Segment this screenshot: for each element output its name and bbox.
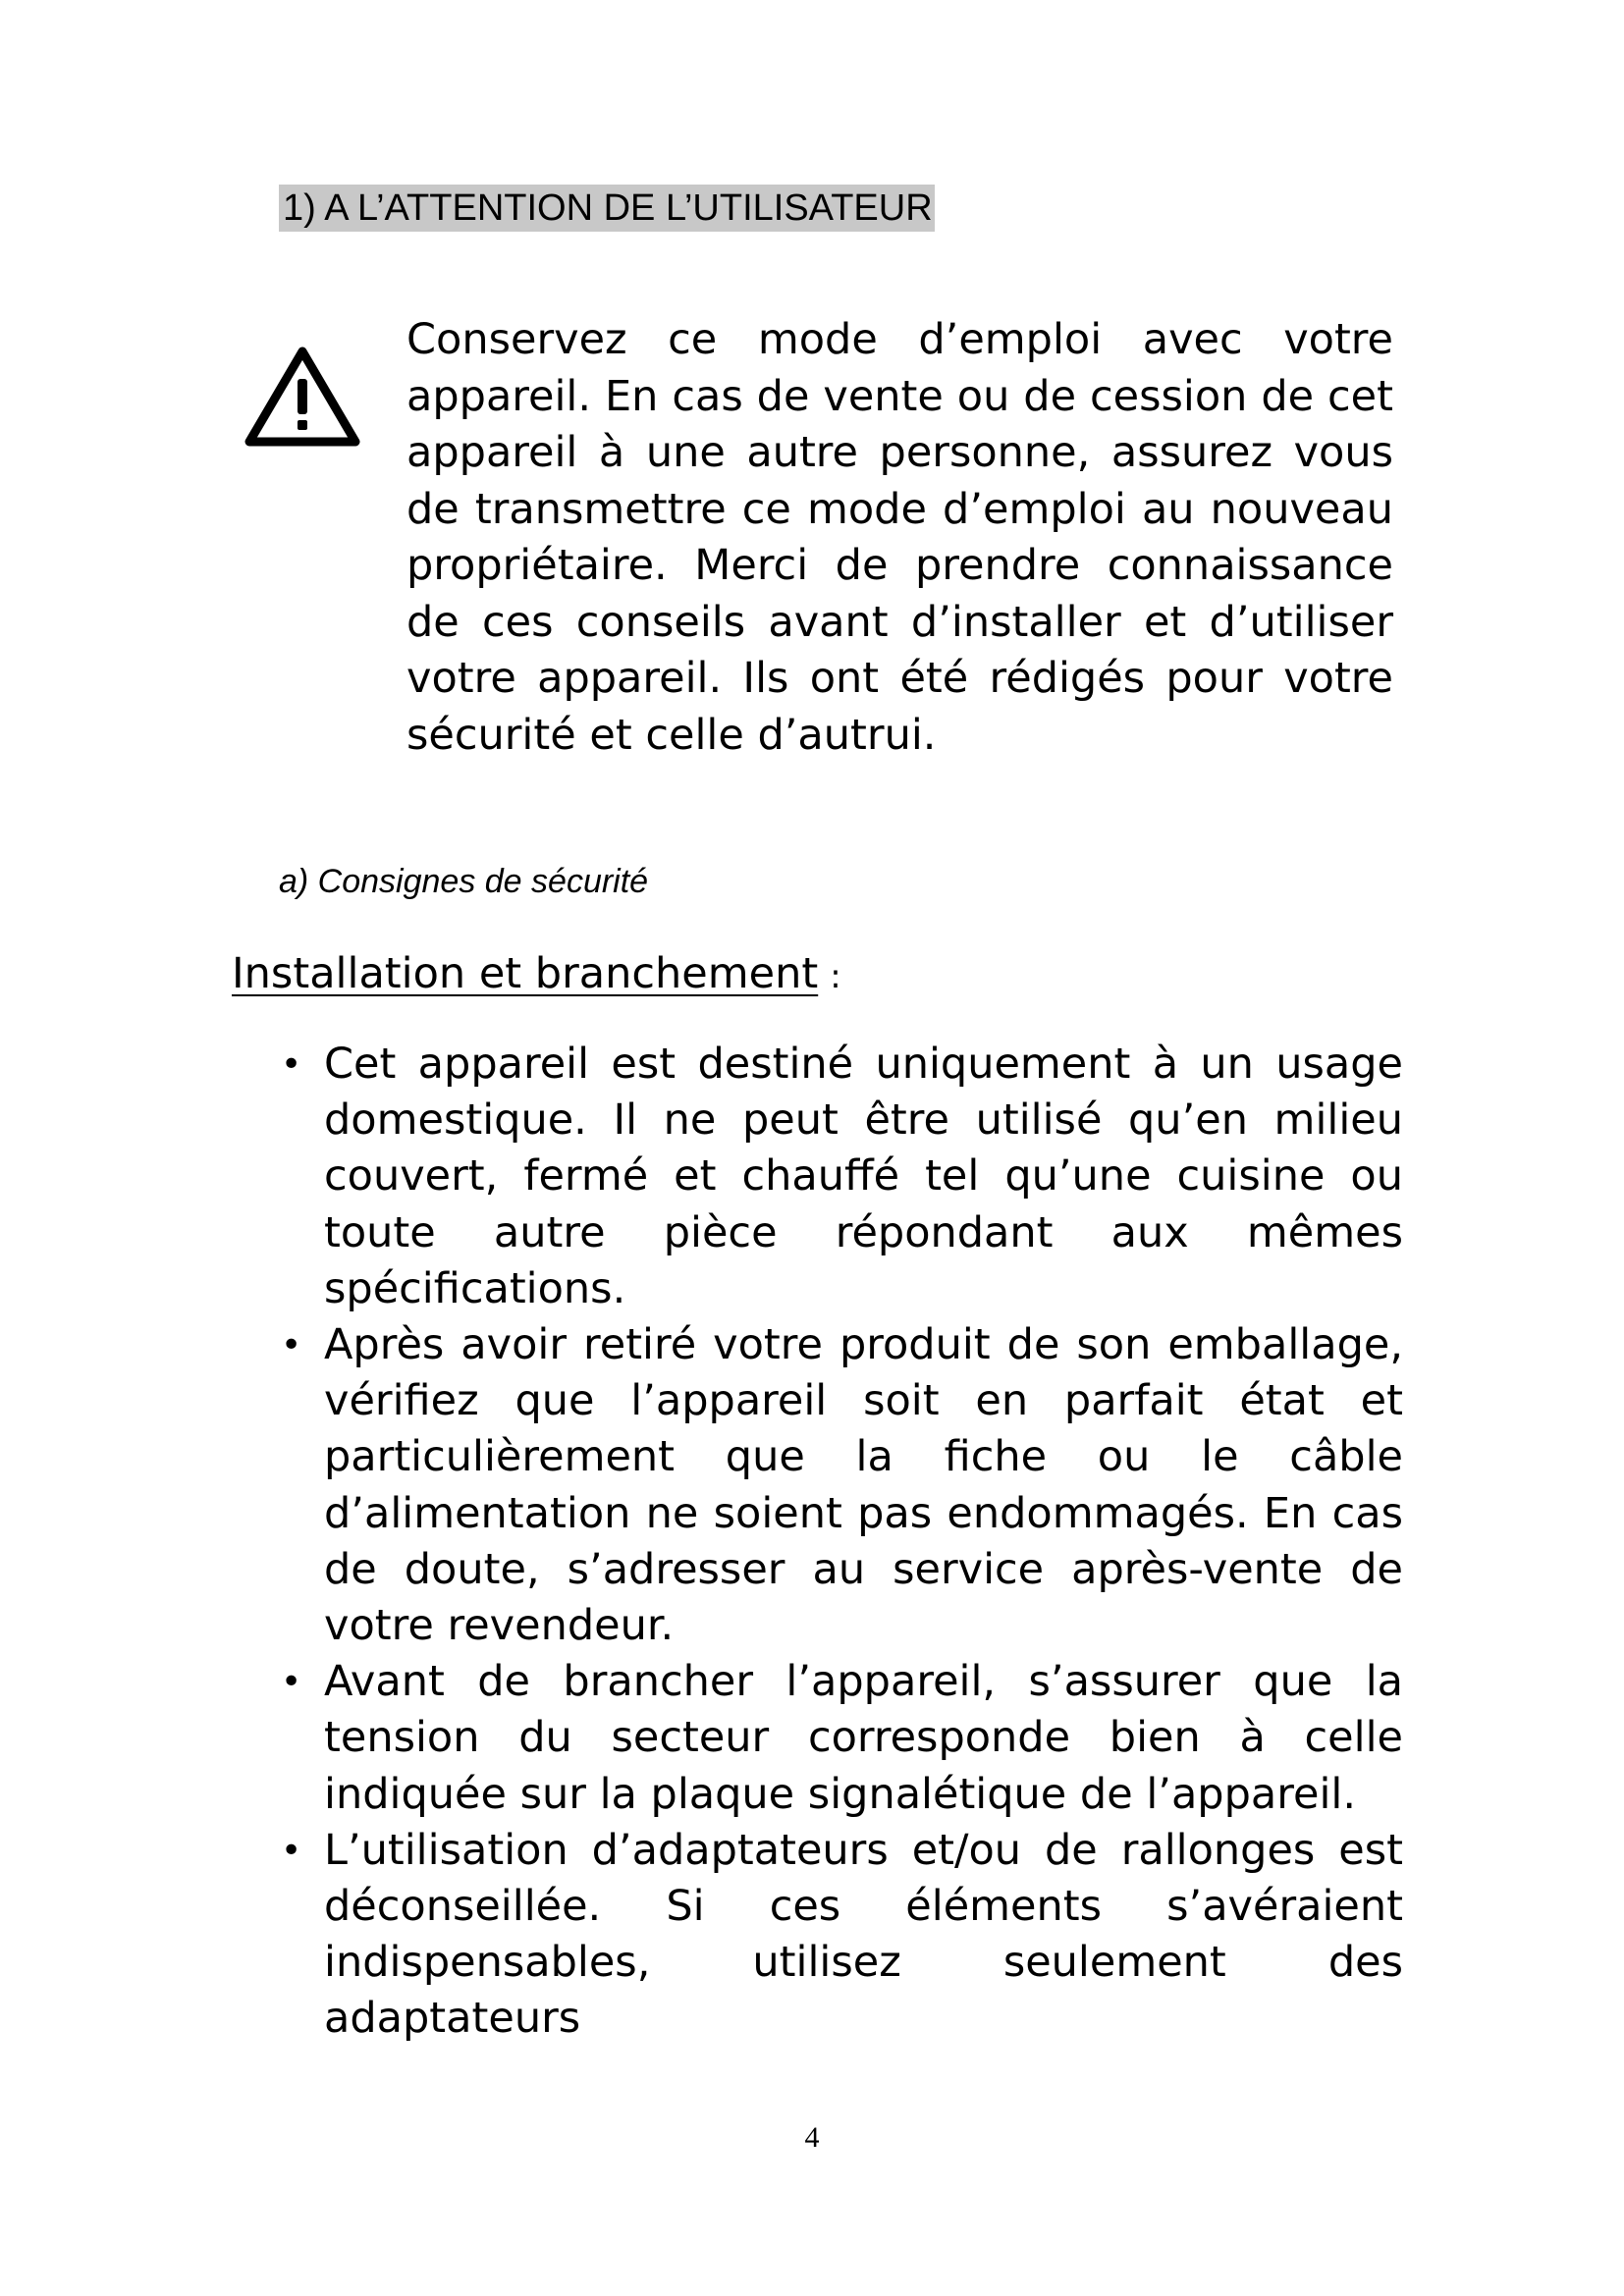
section-title: 1) A L’ATTENTION DE L’UTILISATEUR bbox=[279, 185, 935, 232]
installation-heading bbox=[232, 944, 841, 1006]
list-item-text: Cet appareil est destiné uniquement à un usage domestique. Il ne peut être utilisé qu’en milieu couvert, fermé et chauffé tel qu’une cuisine ou toute autre pièce répondant aux mêmes spécifications. bbox=[324, 1040, 1403, 1313]
list-item bbox=[281, 1037, 1403, 1317]
list-item-text: Avant de brancher l’appareil, s’assurer que la tension du secteur corresponde bien à celle indiquée sur la plaque signalétique de l’appareil. bbox=[324, 1657, 1403, 1819]
list-item-text: Après avoir retiré votre produit de son emballage, vérifiez que l’appareil soit en parfait état et particulièrement que la fiche ou le câble d’alimentation ne soient pas endommagés. En cas de doute, s’adresser au service après-vente de votre revendeur. bbox=[324, 1320, 1403, 1651]
installation-list bbox=[281, 1037, 1403, 2048]
installation-heading-colon: : bbox=[830, 957, 841, 996]
bullet: • bbox=[281, 1830, 302, 1871]
list-item bbox=[281, 1654, 1403, 1823]
bullet: • bbox=[281, 1325, 302, 1366]
warning-triangle-icon bbox=[242, 344, 363, 454]
bullet: • bbox=[281, 1044, 302, 1085]
warning-paragraph: Conservez ce mode d’emploi avec votre appareil. En cas de vente ou de cession de cet appareil à une autre personne, assurez vous de transmettre ce mode d’emploi au nouveau propriétaire. Merci de prendre connaissance de ces conseils avant d’installer et d’utiliser votre appareil. Ils ont été rédigés pour votre sécurité et celle d’autrui. bbox=[406, 315, 1393, 760]
subsection-title: a) Consignes de sécurité bbox=[279, 863, 649, 900]
installation-heading-text: Installation et branchement bbox=[232, 949, 819, 998]
bullet: • bbox=[281, 1662, 302, 1703]
list-item-text: L’utilisation d’adaptateurs et/ou de rallonges est déconseillée. Si ces éléments s’avéraient indispensables, utilisez seulement des adaptateurs bbox=[324, 1825, 1403, 2044]
page-number: 4 bbox=[804, 2121, 820, 2154]
list-item bbox=[281, 1317, 1403, 1654]
list-item bbox=[281, 1823, 1403, 2048]
